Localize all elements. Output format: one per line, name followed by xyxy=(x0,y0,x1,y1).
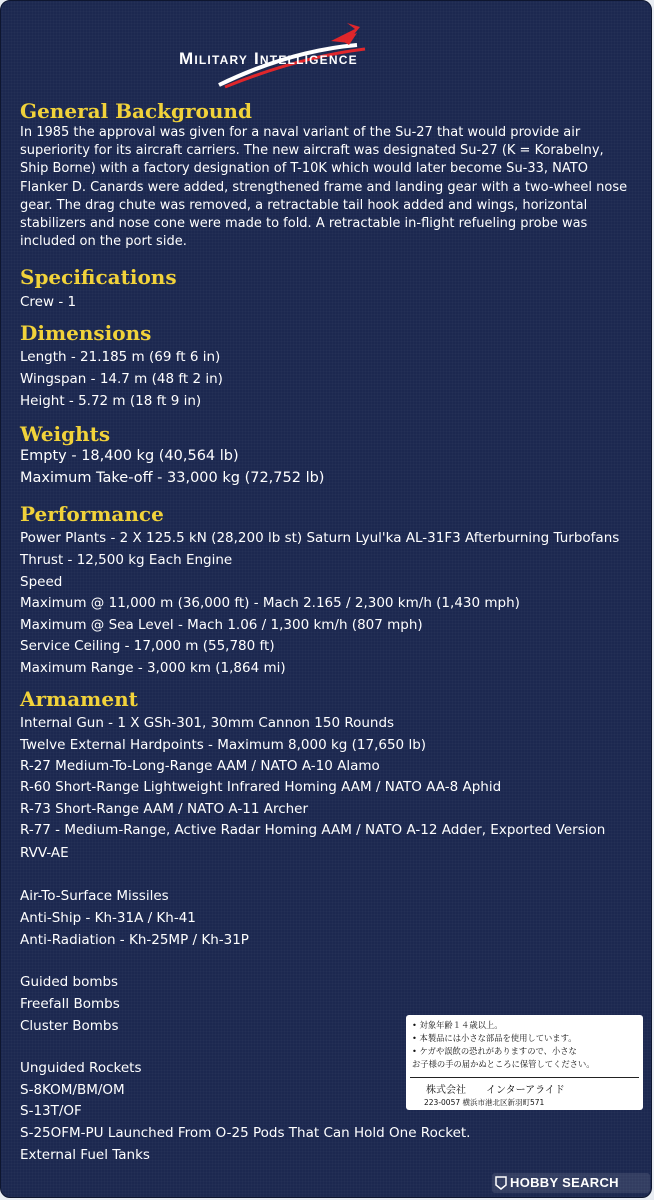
logo-title: Military Intelligence xyxy=(179,49,358,68)
performance-line: Service Ceiling - 17,000 m (55,780 ft) xyxy=(20,638,275,654)
armament-line: R-73 Short-Range AAM / NATO A-11 Archer xyxy=(20,801,309,817)
armament-line: Internal Gun - 1 X GSh-301, 30mm Cannon 150 Rounds xyxy=(20,715,395,731)
performance-line: Thrust - 12,500 kg Each Engine xyxy=(20,552,233,568)
armament-line: R-77 - Medium-Range, Active Radar Homing AAM / NATO A-12 Adder, Exported Version xyxy=(20,822,606,838)
armament-line: Twelve External Hardpoints - Maximum 8,000 kg (17,650 lb) xyxy=(20,737,427,753)
watermark-text: HOBBY SEARCH xyxy=(510,1175,619,1190)
armament-line: Unguided Rockets xyxy=(20,1060,142,1076)
performance-line: Maximum Range - 3,000 km (1,864 mi) xyxy=(20,660,286,676)
dimension-line: Wingspan - 14.7 m (48 ft 2 in) xyxy=(20,371,223,387)
warning-line: • 対象年齢１４歳以上。 xyxy=(412,1020,503,1030)
armament-line: Cluster Bombs xyxy=(20,1018,119,1034)
armament-line: R-27 Medium-To-Long-Range AAM / NATO A-10 Alamo xyxy=(20,758,380,774)
armament-line: Anti-Radiation - Kh-25MP / Kh-31P xyxy=(20,932,249,948)
age-warning-sticker xyxy=(406,1015,643,1110)
warning-line: • ケガや誤飲の恐れがありますので、小さな xyxy=(412,1046,577,1056)
warning-line: お子様の手の届かぬところに保管してください。 xyxy=(412,1059,595,1069)
armament-line: S-13T/OF xyxy=(20,1103,82,1119)
performance-line: Maximum @ Sea Level - Mach 1.06 / 1,300 km/h (807 mph) xyxy=(20,617,423,633)
dimension-line: Height - 5.72 m (18 ft 9 in) xyxy=(20,393,202,409)
armament-line: Air-To-Surface Missiles xyxy=(20,888,169,904)
armament-line: External Fuel Tanks xyxy=(20,1147,150,1163)
importer-address: 223-0057 横浜市港北区新羽町571 xyxy=(424,1098,545,1107)
armament-line: S-25OFM-PU Launched From O-25 Pods That Can Hold One Rocket. xyxy=(20,1125,471,1141)
armament-line: R-60 Short-Range Lightweight Infrared Homing AAM / NATO AA-8 Aphid xyxy=(20,779,502,795)
performance-line: Power Plants - 2 X 125.5 kN (28,200 lb st) Saturn Lyul'ka AL-31F3 Afterburning Turbofans xyxy=(20,530,620,546)
weight-line: Maximum Take-off - 33,000 kg (72,752 lb) xyxy=(20,470,325,486)
armament-line: Guided bombs xyxy=(20,974,119,990)
armament-line: Anti-Ship - Kh-31A / Kh-41 xyxy=(20,910,196,926)
military-intelligence-logo xyxy=(179,23,449,103)
heading-weights: Weights xyxy=(20,422,111,446)
heading-dimensions: Dimensions xyxy=(20,321,152,345)
dimension-line: Length - 21.185 m (69 ft 6 in) xyxy=(20,349,221,365)
heading-performance: Performance xyxy=(20,502,164,526)
armament-line: S-8KOM/BM/OM xyxy=(20,1082,125,1098)
heading-specifications: Specifications xyxy=(20,265,177,289)
hobby-search-watermark xyxy=(492,1173,650,1193)
warning-line: • 本製品には小さな部品を使用しています。 xyxy=(412,1033,577,1043)
general-background-text: In 1985 the approval was given for a naval variant of the Su-27 that would provide air superiority for its aircraft carriers. The new aircraft was designated Su-27 (K = Korabelny, Ship Borne) with a factory designation of T-10K which would later become Su-33, NATO Flanker D. Canards were added, strengthened frame and landing gear with a two-wheel nose gear. The drag chute was removed, a retractable tail hook added and wings, horizontal stabilizers and nose cone were made to fold. A retractable in-flight refueling probe was included on the port side. xyxy=(20,125,628,250)
heading-general-background: General Background xyxy=(20,99,252,123)
heading-armament: Armament xyxy=(20,687,138,711)
armament-line: RVV-AE xyxy=(20,845,69,861)
sticker-divider xyxy=(410,1077,639,1078)
weight-line: Empty - 18,400 kg (40,564 lb) xyxy=(20,448,239,464)
performance-line: Speed xyxy=(20,574,63,590)
importer-name: 株式会社 インターアライド xyxy=(426,1085,565,1096)
performance-line: Maximum @ 11,000 m (36,000 ft) - Mach 2.165 / 2,300 km/h (1,430 mph) xyxy=(20,595,520,611)
hobby-search-logo-icon xyxy=(495,1176,507,1190)
spec-line: Crew - 1 xyxy=(20,294,77,310)
armament-line: Freefall Bombs xyxy=(20,996,120,1012)
